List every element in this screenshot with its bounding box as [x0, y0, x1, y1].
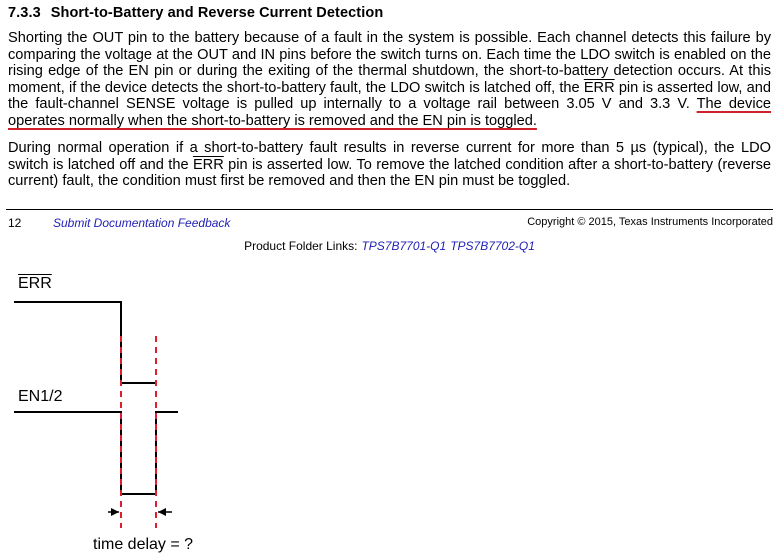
section-number: 7.3.3	[8, 5, 41, 21]
section-title: Short-to-Battery and Reverse Current Detection	[50, 5, 384, 21]
err-waveform	[14, 302, 156, 383]
feedback-link[interactable]: Submit Documentation Feedback	[53, 216, 231, 230]
product-links-label: Product Folder Links:	[244, 239, 358, 253]
copyright-notice: Copyright © 2015, Texas Instruments Incorporated	[527, 216, 773, 228]
highlighted-sentence: The device operates normally when the short-to-battery is removed and the EN pin is toggled.	[8, 96, 772, 129]
product-link-tps7b7702[interactable]: TPS7B7702-Q1	[450, 239, 535, 253]
err-pin-name: $\overline{ERR}$	[192, 156, 224, 173]
right-pointing-arrow-icon	[111, 508, 119, 516]
product-link-tps7b7701[interactable]: TPS7B7701-Q1	[361, 239, 447, 253]
paragraph1-text-b: pin is asserted low, and the fault-channel SENSE voltage is pulled up internally to a voltage rail between 3.05 V and 3.3 V.	[8, 79, 771, 113]
paragraph2-text-b: pin is asserted low. To remove the latched condition after a short-to-battery (reverse current) fault, the condition must first be removed and then the EN pin must be toggled.	[8, 156, 771, 190]
err-pin-name: $\overline{ERR}$	[583, 79, 615, 96]
time-delay-label: time delay = ?	[93, 536, 194, 553]
page-number: 12	[8, 216, 22, 230]
en-signal-label: EN1/2	[18, 388, 63, 405]
err-signal-text: $\overline{ERR}$	[18, 275, 52, 292]
paragraph1-text-a: Shorting the OUT pin to the battery because of a fault in the system is possible. Each channel detects this failure by comparing the voltage at the OUT and IN pins before the switch turns on. Each time the LDO switch is enabled on the rising edge of the EN pin or during the exiting of the thermal shutdown, the short-to-battery detection occurs. At this moment, if the device detects the short-to-battery fault, the LDO switch is latched off, the	[8, 30, 771, 96]
paragraph2-text-a: During normal operation if a short-to-battery fault results in reverse current for more than 5 µs (typical), the LDO switch is latched off and the	[8, 140, 771, 173]
left-pointing-arrow-icon	[158, 508, 166, 516]
en-waveform	[14, 412, 178, 494]
